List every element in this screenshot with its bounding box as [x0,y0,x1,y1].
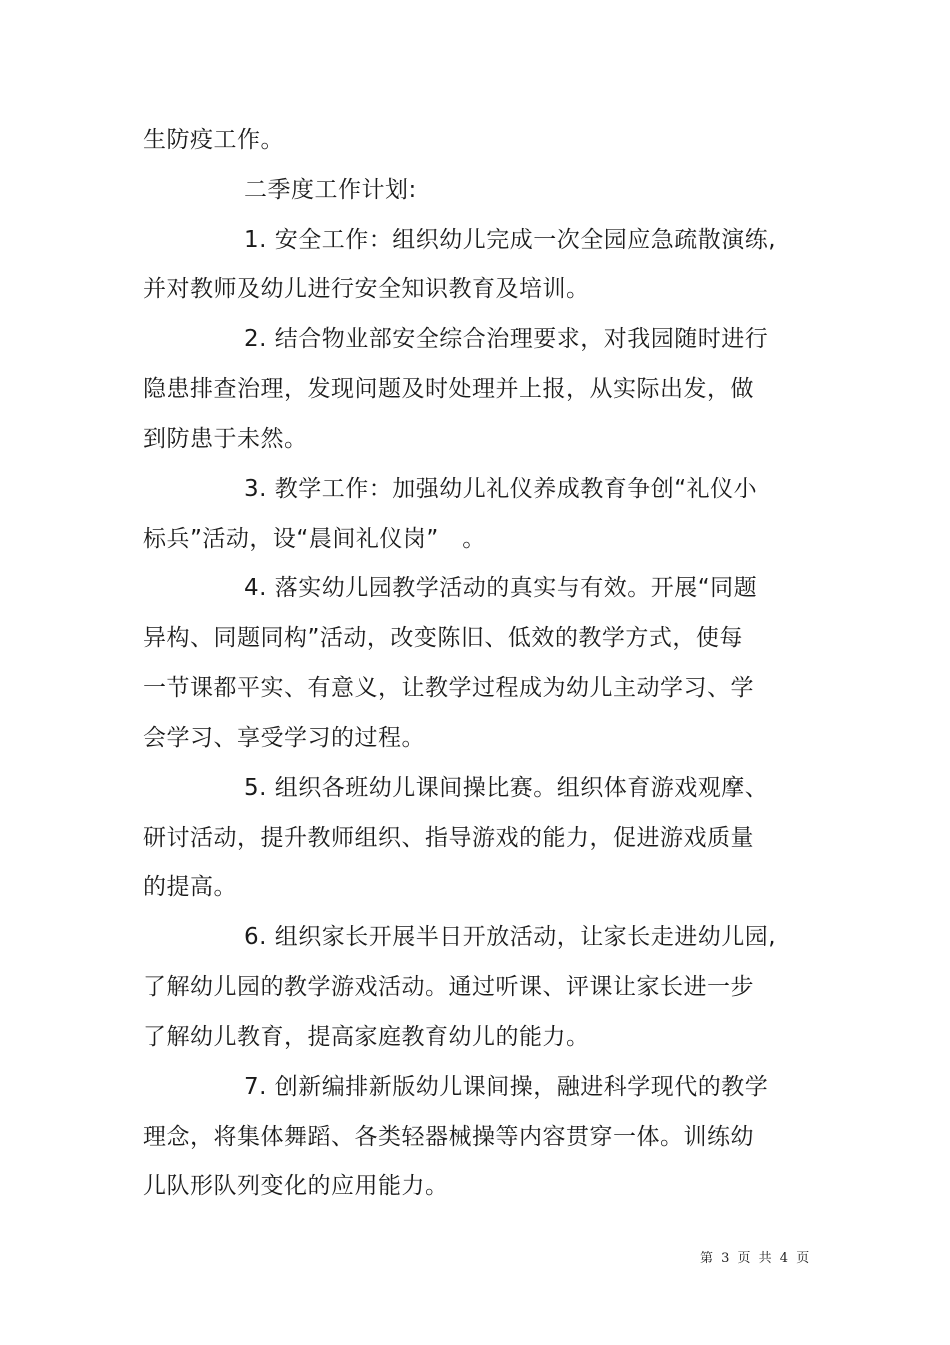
list-item-7-line-3: 儿队形队列变化的应用能力。 [143,1173,449,1199]
list-item-4-line-2: 异构、同题同构”活动，改变陈旧、低效的教学方式，使每 [143,625,743,651]
list-item-2-line-1: 2. 结合物业部安全综合治理要求，对我园随时进行 [244,326,769,352]
list-item-6-line-1: 6. 组织家长开展半日开放活动，让家长走进幼儿园, [244,924,777,950]
list-item-5-line-1: 5. 组织各班幼儿课间操比赛。组织体育游戏观摩、 [244,775,769,801]
list-item-3-line-2: 标兵”活动，设“晨间礼仪岗” 。 [143,526,486,552]
list-item-7-line-2: 理念，将集体舞蹈、各类轻器械操等内容贯穿一体。训练幼 [143,1124,754,1150]
list-item-7-line-1: 7. 创新编排新版幼儿课间操，融进科学现代的教学 [244,1074,769,1100]
list-item-3-line-1: 3. 教学工作：加强幼儿礼仪养成教育争创“礼仪小 [244,476,758,502]
list-item-1-line-1: 1. 安全工作：组织幼儿完成一次全园应急疏散演练, [244,227,777,253]
list-item-6-line-3: 了解幼儿教育，提高家庭教育幼儿的能力。 [143,1024,590,1050]
section-heading: 二季度工作计划: [244,177,417,203]
text-line: 生防疫工作。 [143,127,284,153]
list-item-2-line-3: 到防患于未然。 [143,426,308,452]
list-item-5-line-2: 研讨活动，提升教师组织、指导游戏的能力，促进游戏质量 [143,825,754,851]
list-item-4-line-4: 会学习、享受学习的过程。 [143,725,425,751]
page-number-footer: 第 3 页 共 4 页 [700,1251,812,1266]
list-item-4-line-1: 4. 落实幼儿园教学活动的真实与有效。开展“同题 [244,575,758,601]
list-item-6-line-2: 了解幼儿园的教学游戏活动。通过听课、评课让家长进一步 [143,974,754,1000]
list-item-1-line-2: 并对教师及幼儿进行安全知识教育及培训。 [143,276,590,302]
list-item-4-line-3: 一节课都平实、有意义，让教学过程成为幼儿主动学习、学 [143,675,754,701]
list-item-5-line-3: 的提高。 [143,874,237,900]
list-item-2-line-2: 隐患排查治理，发现问题及时处理并上报，从实际出发，做 [143,376,754,402]
